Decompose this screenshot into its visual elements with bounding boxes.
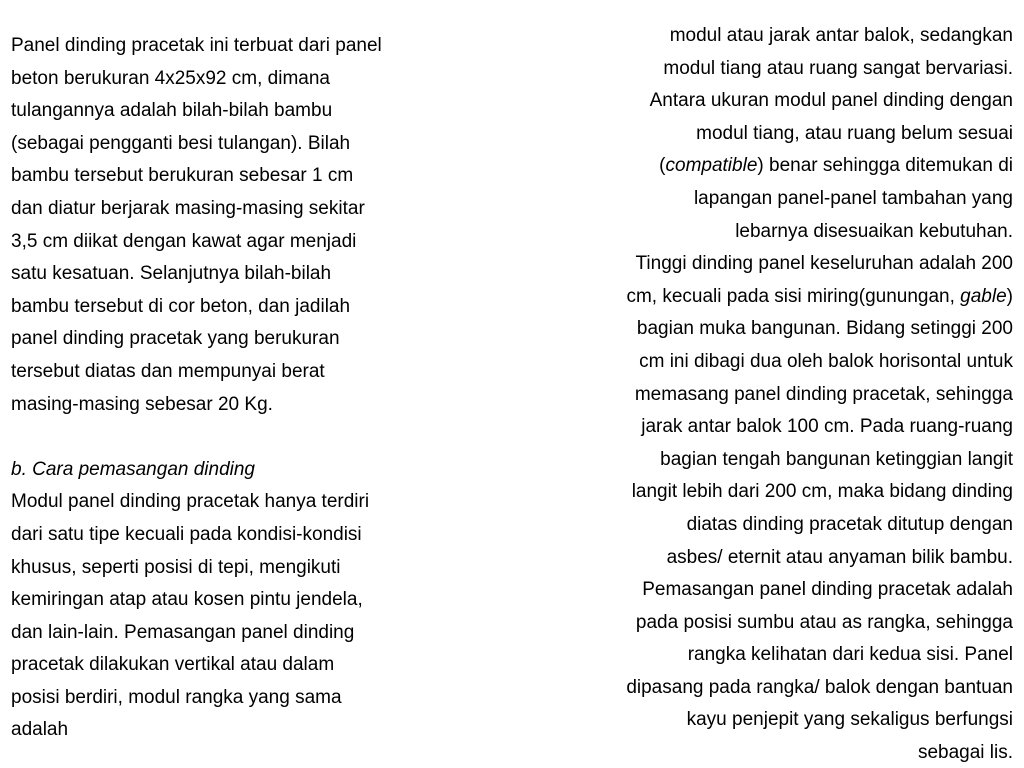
text-line: bagian muka bangunan. Bidang setinggi 200	[636, 318, 1013, 340]
text-line: modul tiang, atau ruang belum sesuai	[696, 122, 1013, 144]
text-line: (sebagai pengganti besi tulangan). Bilah	[11, 132, 351, 154]
paren-open: (	[659, 155, 666, 177]
text-line: posisi berdiri, modul rangka yang sama	[11, 686, 342, 708]
text-line: memasang panel dinding pracetak, sehingga	[634, 383, 1013, 405]
left-column	[11, 30, 501, 747]
text-line: satu kesatuan. Selanjutnya bilah-bilah	[11, 263, 332, 285]
text-line: beton berukuran 4x25x92 cm, dimana	[11, 67, 330, 89]
text-line: dipasang pada rangka/ balok dengan bantuan	[626, 676, 1013, 698]
text-line: Antara ukuran modul panel dinding dengan	[649, 90, 1013, 112]
paragraph-gap	[11, 421, 501, 454]
italic-term-compatible: compatible	[665, 155, 758, 177]
text-line-gable	[508, 281, 1013, 314]
text-line: tersebut diatas dan mempunyai berat	[11, 360, 325, 382]
text-line: masing-masing sebesar 20 Kg.	[11, 393, 273, 415]
text-line: dan lain-lain. Pemasangan panel dinding	[11, 621, 355, 643]
text-line: modul atau jarak antar balok, sedangkan	[669, 25, 1013, 46]
text-line: cm ini dibagi dua oleh balok horisontal untuk	[639, 350, 1013, 372]
text-line: jarak antar balok 100 cm. Pada ruang-ruang	[641, 416, 1013, 438]
italic-term-gable: gable	[960, 285, 1007, 307]
text-line: adalah	[11, 719, 69, 741]
text-line: panel dinding pracetak yang berukuran	[11, 328, 340, 350]
text-line: asbes/ eternit atau anyaman bilik bambu.	[666, 546, 1013, 568]
text-line: sebagai lis.	[917, 742, 1013, 764]
text-line: dari satu tipe kecuali pada kondisi-kondisi	[11, 523, 362, 545]
text-line: Modul panel dinding pracetak hanya terdiri	[11, 491, 370, 513]
text-line: bambu tersebut berukuran sebesar 1 cm	[11, 165, 354, 187]
text-line: khusus, seperti posisi di tepi, mengikuti	[11, 556, 341, 578]
text-line: kemiringan atap atau kosen pintu jendela,	[11, 589, 363, 611]
text-line: kayu penjepit yang sekaligus berfungsi	[686, 709, 1013, 731]
text-line: langit lebih dari 200 cm, maka bidang dinding	[631, 481, 1013, 503]
text-line: pada posisi sumbu atau as rangka, sehingga	[635, 611, 1013, 633]
text-fragment: ) benar sehingga ditemukan di	[757, 155, 1013, 177]
text-line: Pemasangan panel dinding pracetak adalah	[642, 579, 1013, 601]
text-line: diatas dinding pracetak ditutup dengan	[686, 513, 1013, 535]
paragraph-installation	[11, 486, 501, 747]
text-line: 3,5 cm diikat dengan kawat agar menjadi	[11, 230, 357, 252]
text-line: bagian tengah bangunan ketinggian langit	[660, 448, 1013, 470]
text-line-compatible	[508, 150, 1013, 183]
text-line: dan diatur berjarak masing-masing sekitar	[11, 197, 365, 219]
text-line: rangka kelihatan dari kedua sisi. Panel	[687, 644, 1013, 666]
text-line: modul tiang atau ruang sangat bervariasi.	[663, 57, 1013, 79]
text-line: Panel dinding pracetak ini terbuat dari panel	[11, 35, 382, 56]
section-heading: b. Cara pemasangan dinding	[11, 458, 256, 480]
text-fragment: cm, kecuali pada sisi miring(gunungan,	[626, 285, 961, 307]
right-column	[508, 20, 1013, 768]
paren-close: )	[1006, 285, 1013, 307]
text-line: tulangannya adalah bilah-bilah bambu	[11, 100, 333, 122]
text-line: lapangan panel-panel tambahan yang	[693, 187, 1013, 209]
text-line: bambu tersebut di cor beton, dan jadilah	[11, 295, 351, 317]
text-line: lebarnya disesuaikan kebutuhan.	[735, 220, 1013, 242]
paragraph-panel-description	[11, 30, 501, 421]
text-line: Tinggi dinding panel keseluruhan adalah 200	[635, 253, 1013, 275]
text-line: pracetak dilakukan vertikal atau dalam	[11, 654, 335, 676]
